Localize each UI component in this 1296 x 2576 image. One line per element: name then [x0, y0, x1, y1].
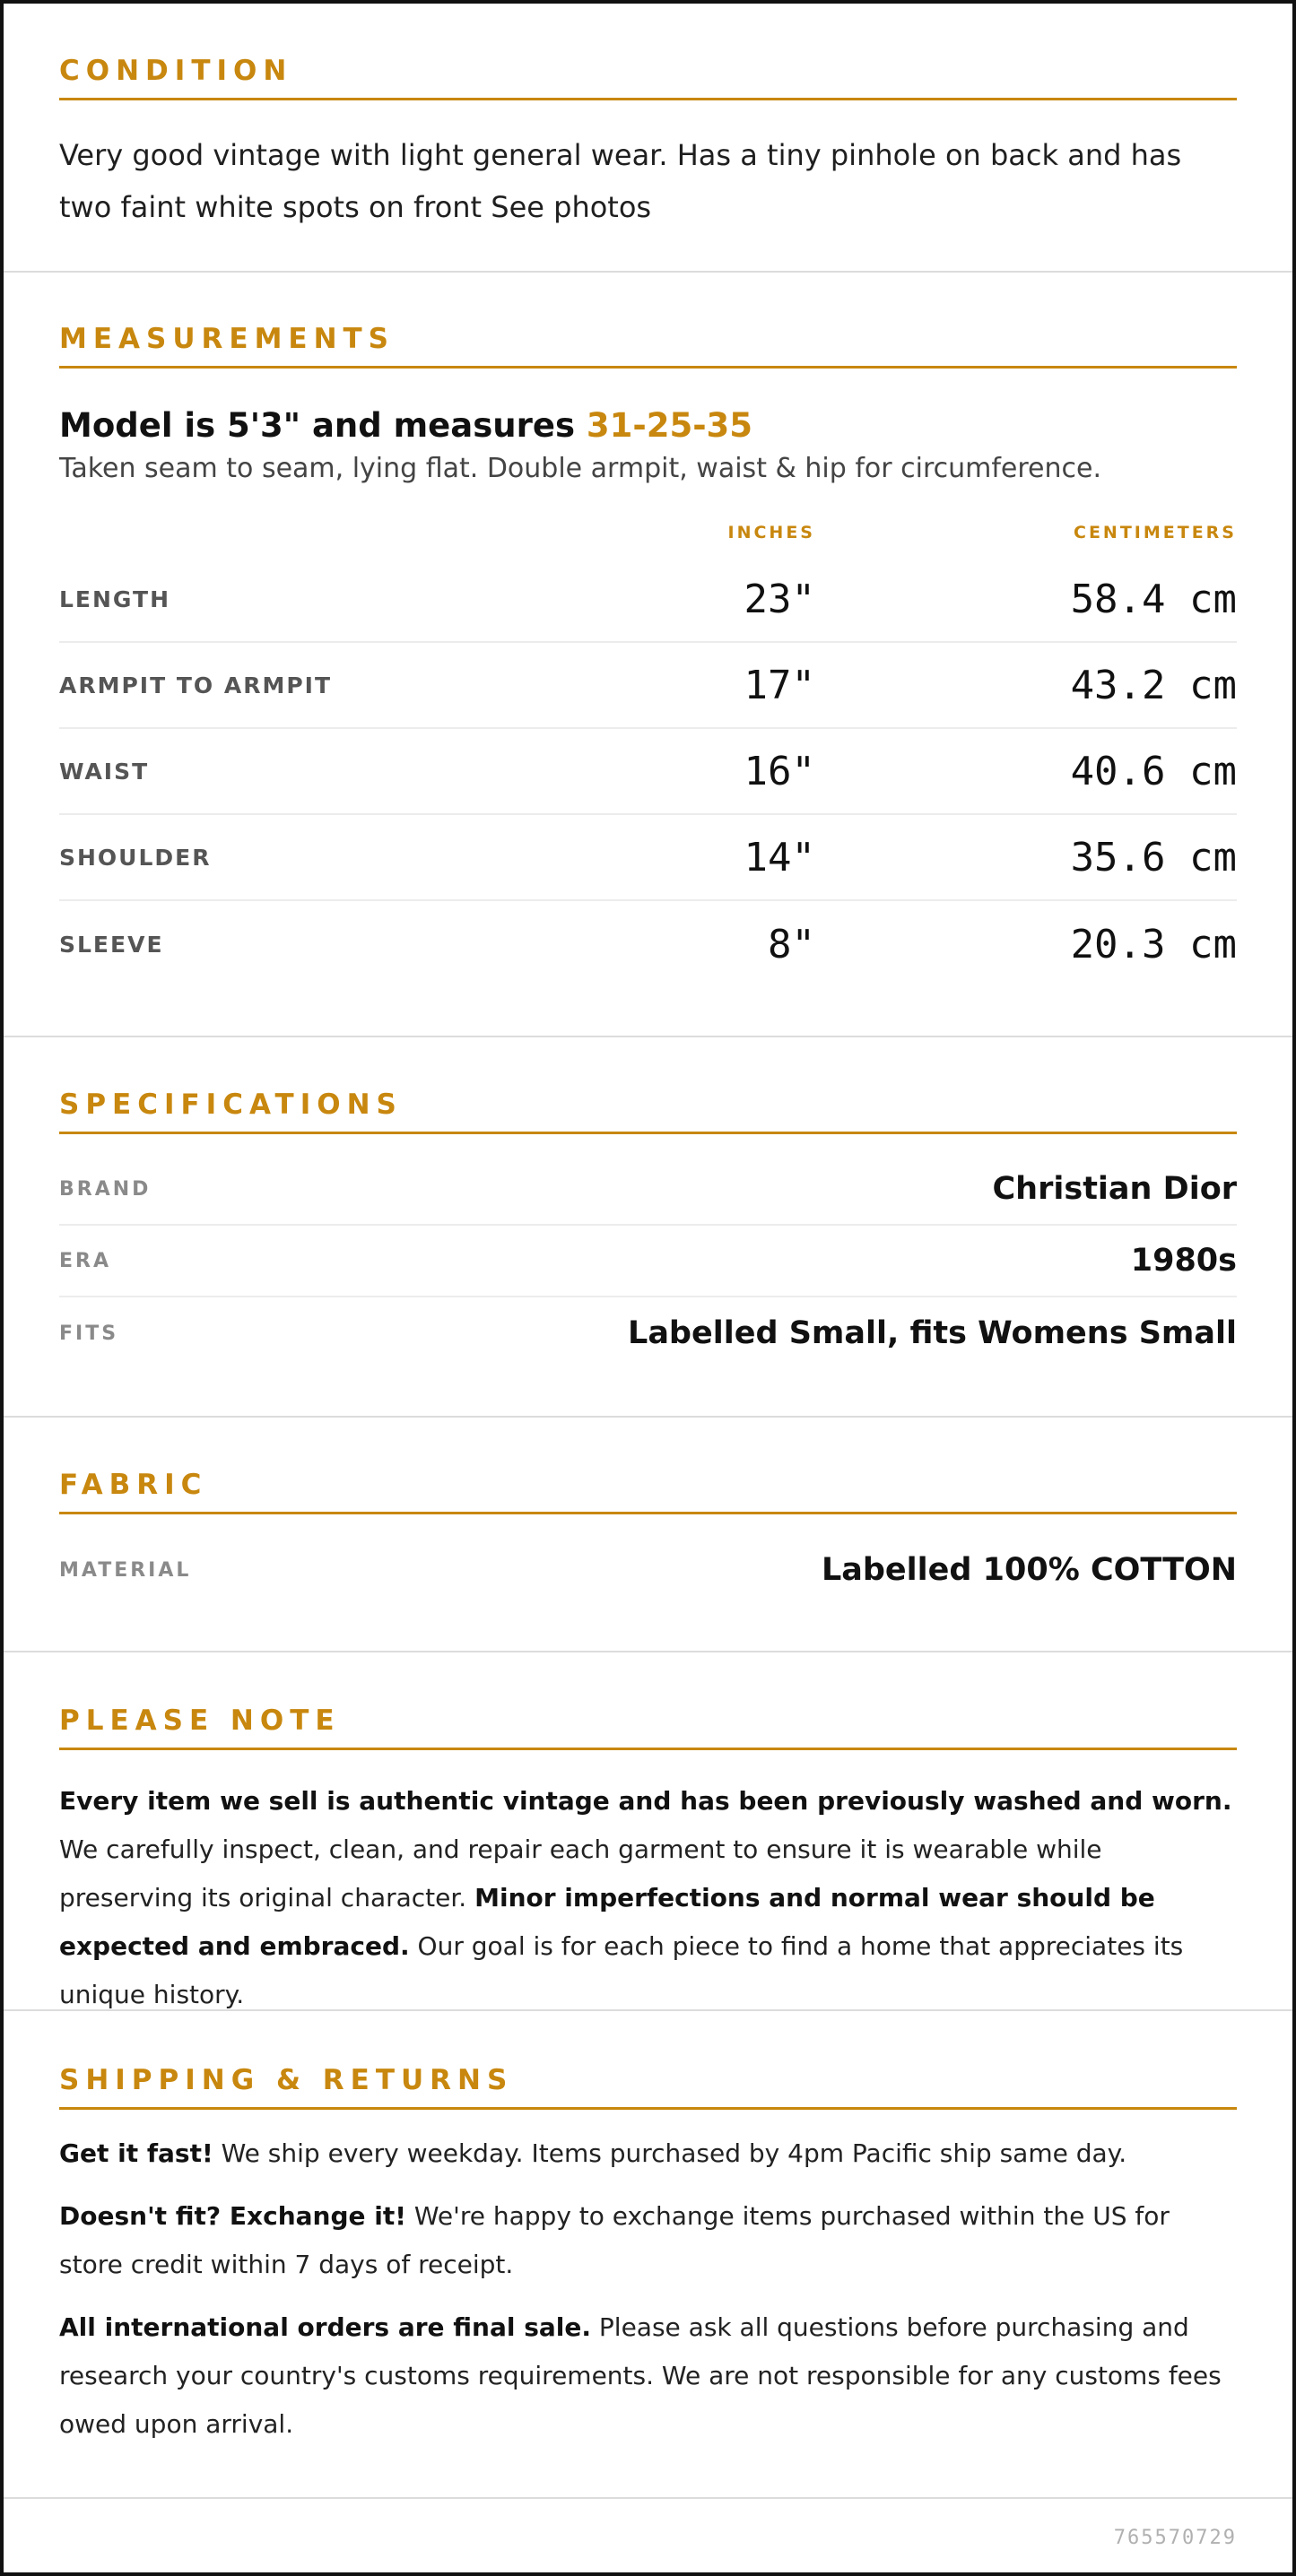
measurement-label: SHOULDER [59, 844, 212, 871]
note-text-goal: Our goal is for each piece to find a home that appreciates its unique history. [59, 1931, 1184, 2009]
measurement-row-waist [59, 729, 1237, 815]
measurement-label: LENGTH [59, 585, 170, 612]
note-bold-imperfections: Minor imperfections and normal wear should be expected and embraced. [59, 1883, 1155, 1961]
measurement-inches: 8" [768, 921, 815, 967]
measurement-label: ARMPIT TO ARMPIT [59, 672, 333, 698]
shipping-international-bold: All international orders are final sale. [59, 2312, 592, 2342]
spec-label: ERA [59, 1249, 111, 1272]
fabric-section [4, 1418, 1292, 1652]
column-centimeters-header: CENTIMETERS [1074, 523, 1237, 542]
spec-row-era [59, 1226, 1237, 1297]
shipping-fast-text: We ship every weekday. Items purchased by 4pm Pacific ship same day. [213, 2138, 1127, 2168]
spec-row-fits [59, 1297, 1237, 1369]
please-note-section [4, 1652, 1292, 2011]
measurement-label: SLEEVE [59, 931, 164, 958]
measurement-cm: 58.4 cm [1070, 576, 1237, 622]
measurement-row-sleeve [59, 901, 1237, 987]
spec-label: BRAND [59, 1177, 152, 1201]
fabric-row-material [59, 1534, 1237, 1606]
shipping-international-paragraph [59, 2303, 1237, 2449]
spec-value: 1980s [1130, 1243, 1237, 1279]
model-measurements: 31-25-35 [586, 406, 753, 445]
measurement-row-length [59, 557, 1237, 643]
measurements-title: MEASUREMENTS [59, 325, 1237, 369]
spec-label: FITS [59, 1322, 119, 1345]
shipping-fast-bold: Get it fast! [59, 2138, 213, 2168]
specifications-title: SPECIFICATIONS [59, 1091, 1237, 1134]
note-bold-authentic: Every item we sell is authentic vintage and has been previously washed and worn. [59, 1786, 1232, 1816]
column-inches-header: INCHES [727, 523, 815, 542]
model-info [59, 406, 1237, 446]
condition-section [4, 4, 1292, 273]
model-info-prefix: Model is 5'3" and measures [59, 406, 587, 445]
shipping-fast-paragraph [59, 2129, 1237, 2178]
measurement-inches: 16" [744, 748, 815, 794]
measurement-inches: 17" [744, 662, 815, 708]
product-id: 765570729 [1113, 2526, 1237, 2549]
spec-value: Labelled 100% COTTON [821, 1552, 1237, 1588]
spec-label: MATERIAL [59, 1558, 192, 1582]
spec-value: Christian Dior [992, 1171, 1237, 1207]
footer [4, 2499, 1292, 2576]
specifications-table [59, 1154, 1237, 1369]
fabric-title: FABRIC [59, 1471, 1237, 1514]
shipping-returns-section [4, 2011, 1292, 2499]
shipping-exchange-bold: Doesn't fit? Exchange it! [59, 2201, 406, 2231]
specifications-section [4, 1037, 1292, 1418]
measurement-cm: 20.3 cm [1070, 921, 1237, 967]
measurement-label: WAIST [59, 758, 150, 785]
condition-text: Very good vintage with light general wear. Has a tiny pinhole on back and has two faint white spots on front See photos [59, 138, 1182, 224]
condition-title: CONDITION [59, 57, 1237, 100]
please-note-title: PLEASE NOTE [59, 1707, 1237, 1750]
spec-value: Labelled Small, fits Womens Small [628, 1315, 1237, 1351]
measurement-row-shoulder [59, 815, 1237, 901]
measurement-cm: 43.2 cm [1070, 662, 1237, 708]
shipping-international-text: Please ask all questions before purchasing and research your country's customs requirements. We are not responsible for any customs fees owed upon arrival. [59, 2312, 1222, 2439]
measurements-header [59, 517, 1237, 548]
measurement-inches: 14" [744, 834, 815, 880]
note-text-inspect: We carefully inspect, clean, and repair each garment to ensure it is wearable while preserving its original character. [59, 1834, 1102, 1912]
measurements-section [4, 273, 1292, 1037]
fabric-table [59, 1534, 1237, 1606]
shipping-exchange-text: We're happy to exchange items purchased within the US for store credit within 7 days of receipt. [59, 2201, 1170, 2279]
measurement-row-armpit [59, 643, 1237, 729]
measurement-method: Taken seam to seam, lying flat. Double armpit, waist & hip for circumference. [59, 453, 1102, 484]
spec-row-brand [59, 1154, 1237, 1226]
shipping-exchange-paragraph [59, 2192, 1237, 2289]
please-note-text [59, 1777, 1237, 2019]
measurements-table [59, 557, 1237, 987]
measurement-inches: 23" [744, 576, 815, 622]
measurement-cm: 40.6 cm [1070, 748, 1237, 794]
measurement-cm: 35.6 cm [1070, 834, 1237, 880]
shipping-returns-title: SHIPPING & RETURNS [59, 2067, 1237, 2110]
